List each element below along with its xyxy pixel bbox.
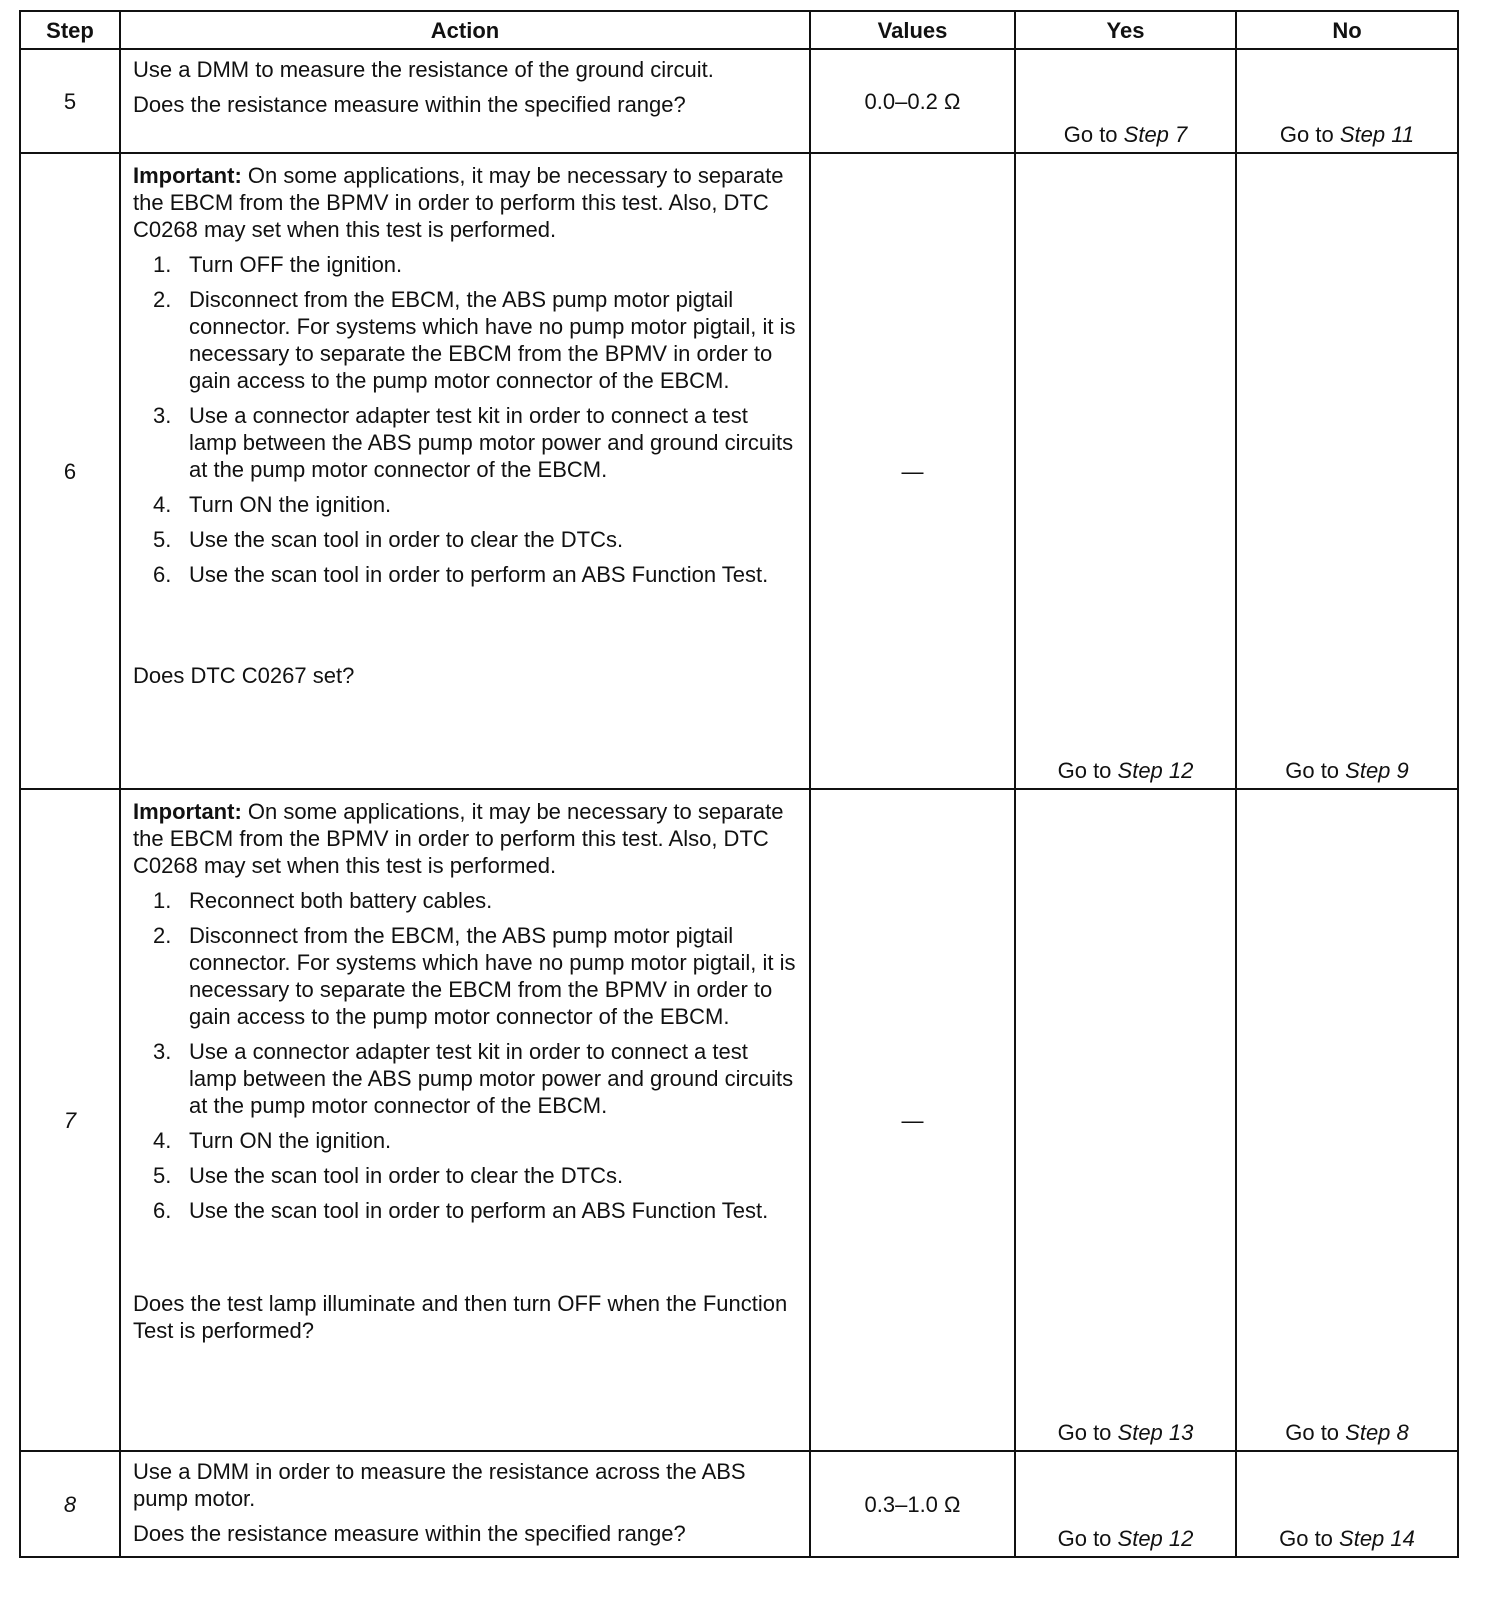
header-action: Action (120, 11, 810, 49)
list-item (153, 491, 799, 518)
no-step-link[interactable]: Step 8 (1345, 1420, 1409, 1445)
item-text: Use the scan tool in order to perform an ABS Function Test. (189, 562, 769, 587)
no-step-link[interactable]: Step 9 (1345, 758, 1409, 783)
item-number: 6. (153, 1198, 172, 1223)
no-step-link[interactable]: Step 11 (1339, 122, 1415, 147)
action-cell (120, 49, 810, 153)
list-item (153, 1127, 799, 1154)
item-number: 4. (153, 492, 172, 517)
no-prefix: Go to (1279, 1526, 1340, 1551)
item-text: Turn OFF the ignition. (189, 252, 403, 277)
yes-prefix: Go to (1057, 1420, 1118, 1445)
important-label: Important: (133, 799, 242, 824)
no-prefix: Go to (1285, 758, 1346, 783)
no-prefix: Go to (1279, 122, 1340, 147)
list-item (153, 887, 799, 914)
item-number: 6. (153, 562, 172, 587)
item-number: 1. (153, 888, 172, 913)
yes-cell[interactable] (1015, 789, 1236, 1451)
item-number: 5. (153, 1163, 172, 1188)
item-text: Use the scan tool in order to clear the DTCs. (189, 1163, 624, 1188)
action-cell (120, 1451, 810, 1557)
yes-prefix: Go to (1063, 122, 1124, 147)
list-item (153, 1162, 799, 1189)
table-row (20, 49, 1458, 153)
item-text: Use the scan tool in order to clear the DTCs. (189, 527, 624, 552)
yes-prefix: Go to (1057, 758, 1118, 783)
header-row (20, 11, 1458, 49)
no-step-link[interactable]: Step 14 (1339, 1526, 1415, 1551)
item-text: Turn ON the ignition. (189, 492, 392, 517)
no-prefix: Go to (1285, 1420, 1346, 1445)
no-cell[interactable] (1236, 789, 1458, 1451)
table-row (20, 789, 1458, 1451)
action-cell (120, 153, 810, 789)
yes-step-link[interactable]: Step 7 (1123, 122, 1188, 147)
step-number: 8 (20, 1451, 120, 1557)
yes-step-link[interactable]: Step 12 (1117, 1526, 1194, 1551)
list-item (153, 1197, 799, 1224)
diagnostic-table (19, 10, 1459, 1558)
yes-cell[interactable] (1015, 153, 1236, 789)
header-yes: Yes (1015, 11, 1236, 49)
list-item (153, 251, 799, 278)
item-number: 2. (153, 923, 172, 948)
no-cell[interactable] (1236, 49, 1458, 153)
step-number: 5 (20, 49, 120, 153)
header-step: Step (20, 11, 120, 49)
yes-prefix: Go to (1057, 1526, 1118, 1551)
header-no: No (1236, 11, 1458, 49)
item-text: Disconnect from the EBCM, the ABS pump motor pigtail connector. For systems which have no pump motor pigtail, it is necessary to separate the EBCM from the BPMV in order to gain access to the pump motor connector of the EBCM. (189, 923, 796, 1029)
table-row (20, 153, 1458, 789)
no-cell[interactable] (1236, 1451, 1458, 1557)
item-number: 4. (153, 1128, 172, 1153)
yes-step-link[interactable]: Step 12 (1117, 758, 1194, 783)
important-note (133, 798, 799, 879)
step-number: 7 (20, 789, 120, 1451)
question-text: Does the test lamp illuminate and then turn OFF when the Function Test is performed? (133, 1291, 788, 1343)
item-number: 1. (153, 252, 172, 277)
item-number: 5. (153, 527, 172, 552)
list-item (153, 561, 799, 588)
item-number: 3. (153, 1039, 172, 1064)
important-text: On some applications, it may be necessary to separate the EBCM from the BPMV in order to perform this test. Also, DTC C0268 may set when this test is performed. (133, 799, 784, 878)
item-number: 2. (153, 287, 172, 312)
item-text: Turn ON the ignition. (189, 1128, 392, 1153)
yes-step-link[interactable]: Step 13 (1117, 1420, 1194, 1445)
question-text: Does the resistance measure within the specified range? (133, 1521, 686, 1546)
item-text: Use the scan tool in order to perform an ABS Function Test. (189, 1198, 769, 1223)
no-cell[interactable] (1236, 153, 1458, 789)
item-text: Disconnect from the EBCM, the ABS pump motor pigtail connector. For systems which have no pump motor pigtail, it is necessary to separate the EBCM from the BPMV in order to gain access to the pump motor connector of the EBCM. (189, 287, 796, 393)
procedure-list (153, 887, 799, 1224)
value-cell: 0.3–1.0 Ω (810, 1451, 1015, 1557)
list-item (153, 526, 799, 553)
question-text: Does DTC C0267 set? (133, 663, 355, 688)
yes-cell[interactable] (1015, 1451, 1236, 1557)
action-cell (120, 789, 810, 1451)
procedure-list (153, 251, 799, 588)
table-row (20, 1451, 1458, 1557)
value-cell: — (810, 153, 1015, 789)
value-cell: 0.0–0.2 Ω (810, 49, 1015, 153)
list-item (153, 922, 799, 1030)
header-values: Values (810, 11, 1015, 49)
question-text: Does the resistance measure within the specified range? (133, 92, 686, 117)
list-item (153, 402, 799, 483)
important-note (133, 162, 799, 243)
item-text: Use a connector adapter test kit in order to connect a test lamp between the ABS pump motor power and ground circuits at the pump motor connector of the EBCM. (189, 403, 794, 482)
yes-cell[interactable] (1015, 49, 1236, 153)
item-number: 3. (153, 403, 172, 428)
list-item (153, 1038, 799, 1119)
value-cell: — (810, 789, 1015, 1451)
action-text: Use a DMM to measure the resistance of the ground circuit. (133, 57, 714, 82)
step-number: 6 (20, 153, 120, 789)
important-label: Important: (133, 163, 242, 188)
list-item (153, 286, 799, 394)
item-text: Reconnect both battery cables. (189, 888, 493, 913)
item-text: Use a connector adapter test kit in order to connect a test lamp between the ABS pump motor power and ground circuits at the pump motor connector of the EBCM. (189, 1039, 794, 1118)
important-text: On some applications, it may be necessary to separate the EBCM from the BPMV in order to perform this test. Also, DTC C0268 may set when this test is performed. (133, 163, 784, 242)
action-text: Use a DMM in order to measure the resistance across the ABS pump motor. (133, 1459, 746, 1511)
